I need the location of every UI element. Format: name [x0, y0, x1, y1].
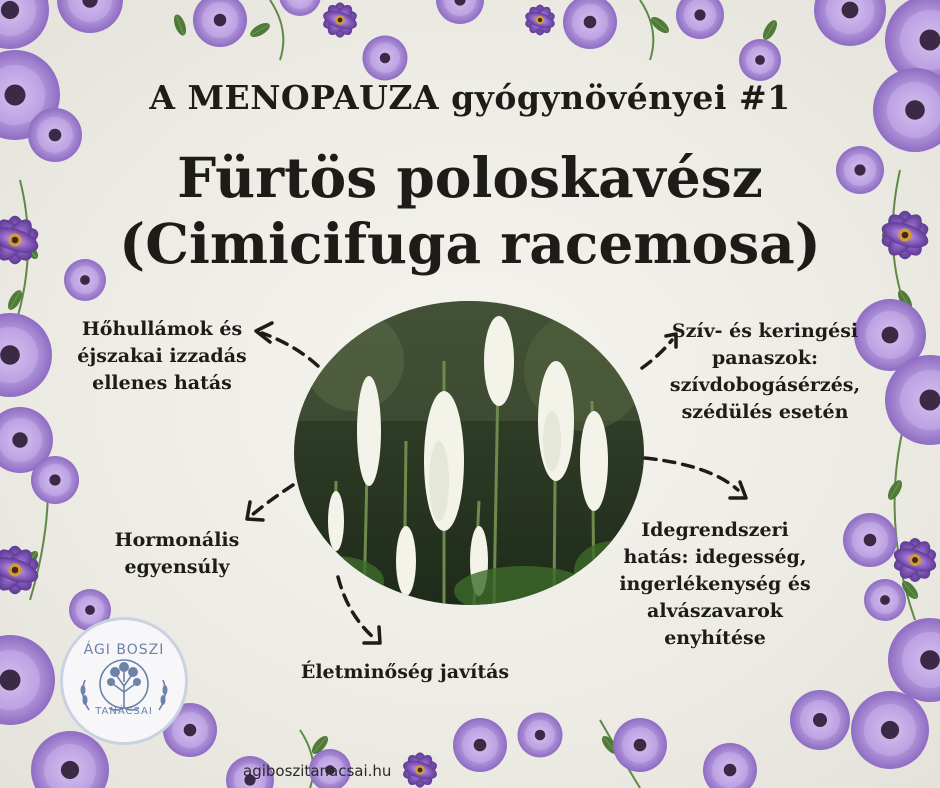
plant-photo [294, 301, 644, 605]
benefit-hormonal-balance: Hormonális egyensúly [114, 529, 240, 578]
benefit-nervous-system: Idegrendszeri hatás: idegesség, ingerlékenység és alvászavarok enyhítése [619, 519, 811, 649]
benefit-quality-of-life: Életminőség javítás [300, 661, 510, 683]
brand-logo [60, 617, 188, 745]
title-line-1: Fürtös poloskavész [177, 145, 763, 210]
website-url[interactable]: agiboszitanacsai.hu [243, 762, 392, 780]
subtitle: A MENOPAUZA gyógynövényei #1 [149, 78, 791, 117]
title-line-2: (Cimicifuga racemosa) [119, 211, 821, 276]
tree-of-life-icon [63, 620, 185, 742]
page-title [0, 145, 940, 277]
benefit-heart-circulation: Szív- és keringési panaszok: szívdobogásérzés, szédülés esetén [669, 320, 861, 423]
logo-top-text: ÁGI BOSZI [83, 642, 165, 658]
benefit-hot-flashes: Hőhullámok és éjszakai izzadás ellenes hatás [77, 318, 247, 394]
logo-bottom-text: TANÁCSAI [95, 706, 153, 717]
